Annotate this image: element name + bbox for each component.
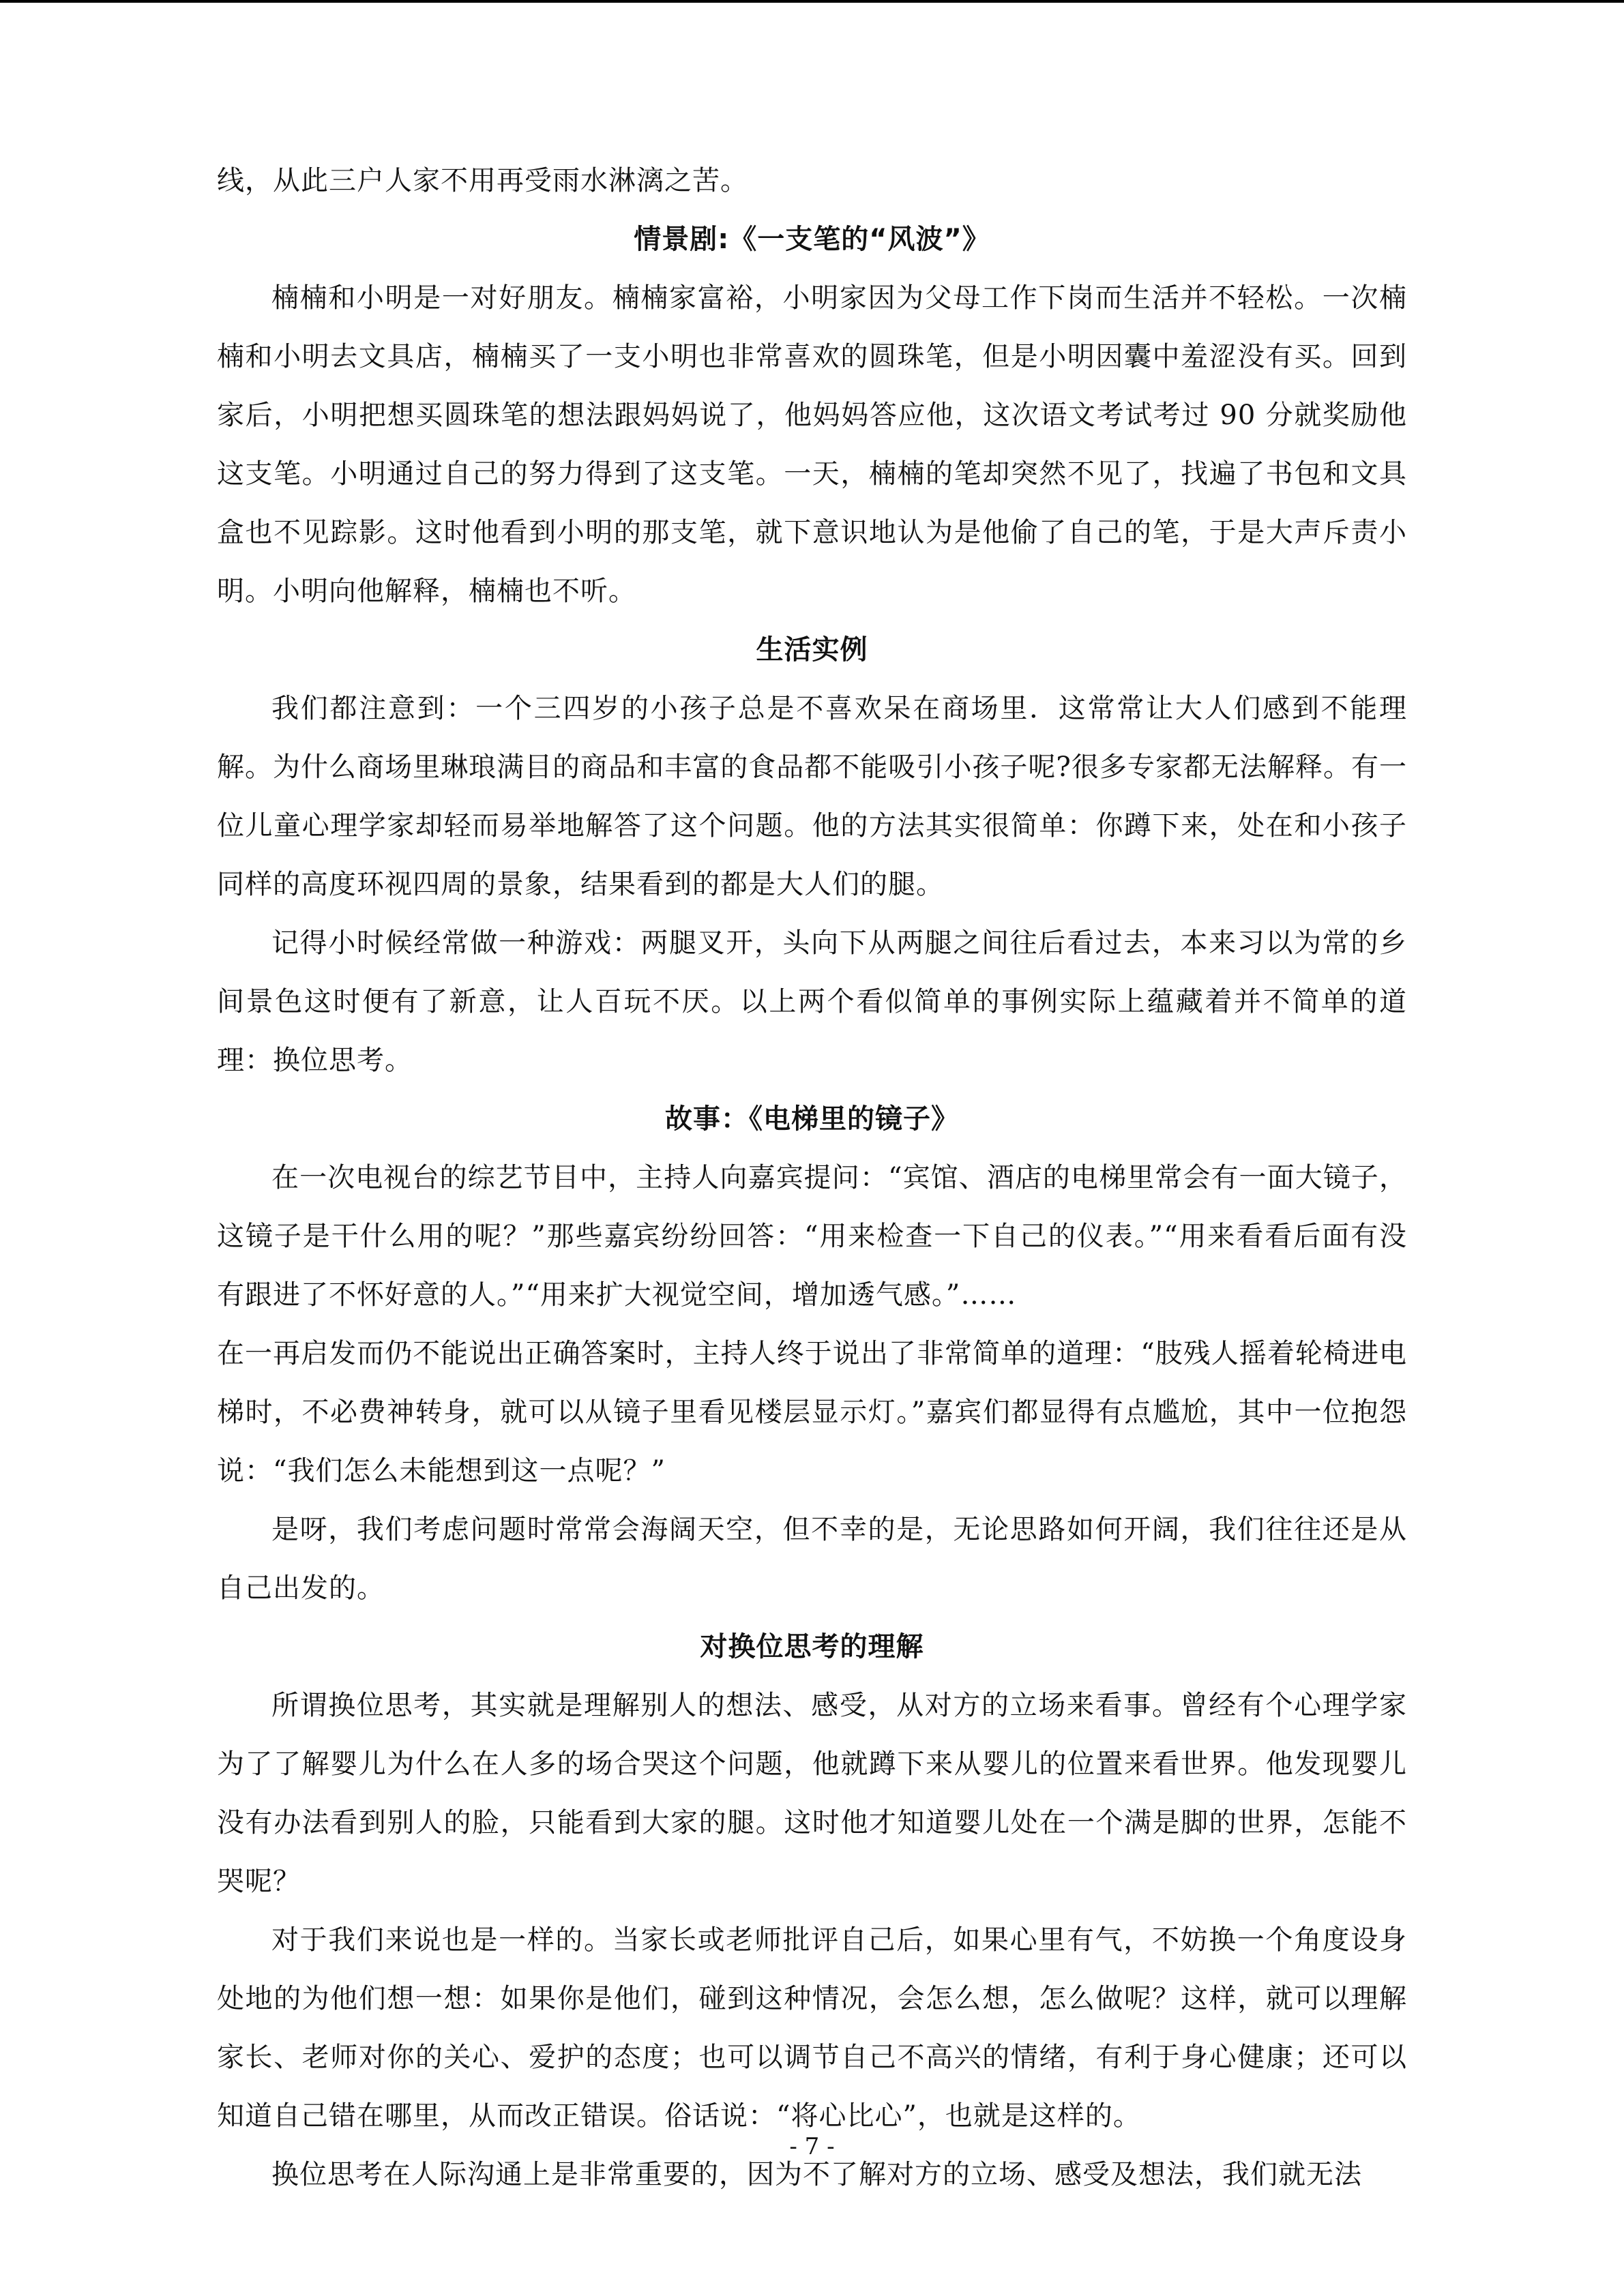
- paragraph-definition: 所谓换位思考，其实就是理解别人的想法、感受，从对方的立场来看事。曾经有个心理学家为了了解婴儿为什么在人多的场合哭这个问题，他就蹲下来从婴儿的位置来看世界。他发现婴儿没有办法看到别人的脸，只能看到大家的腿。这时他才知道婴儿处在一个满是脚的世界，怎能不哭呢？: [217, 1690, 1407, 1897]
- paragraph-think-from-self: 是呀，我们考虑问题时常常会海阔天空，但不幸的是，无论思路如何开阔，我们往往还是从自己出发的。: [217, 1514, 1407, 1604]
- page-number: - 7 -: [789, 2133, 835, 2160]
- section-heading-elevator-mirror: 故事：《电梯里的镜子》: [665, 1103, 959, 1135]
- paragraph-skit-story: 楠楠和小明是一对好朋友。楠楠家富裕，小明家因为父母工作下岗而生活并不轻松。一次楠楠和小明去文具店，楠楠买了一支小明也非常喜欢的圆珠笔，但是小明因囊中羞涩没有买。回到家后，小明把想买圆珠笔的想法跟妈妈说了，他妈妈答应他，这次语文考试考过 90 分就奖励他这支笔。小明通过自己的努力得到了这支笔。一天，楠楠的笔却突然不见了，找遍了书包和文具盒也不见踪影。这时他看到小明的那支笔，就下意识地认为是他偷了自己的笔，于是大声斥责小明。小明向他解释，楠楠也不听。: [217, 282, 1407, 607]
- paragraph-communication: 换位思考在人际沟通上是非常重要的，因为不了解对方的立场、感受及想法，我们就无法: [271, 2159, 1362, 2190]
- top-border-rule: [0, 0, 1624, 3]
- paragraph-childhood-game: 记得小时候经常做一种游戏：两腿叉开，头向下从两腿之间往后看过去，本来习以为常的乡间景色这时便有了新意，让人百玩不厌。以上两个看似简单的事例实际上蕴藏着并不简单的道理：换位思考。: [217, 927, 1407, 1076]
- section-heading-life-examples: 生活实例: [756, 634, 868, 666]
- paragraph-host-answer: 在一再启发而仍不能说出正确答案时，主持人终于说出了非常简单的道理：“肢残人摇着轮椅进电梯时，不必费神转身，就可以从镜子里看见楼层显示灯。”嘉宾们都显得有点尴尬，其中一位抱怨说：“我们怎么未能想到这一点呢？”: [217, 1338, 1407, 1487]
- paragraph-tv-show-question: 在一次电视台的综艺节目中，主持人向嘉宾提问：“宾馆、酒店的电梯里常会有一面大镜子，这镜子是干什么用的呢？”那些嘉宾纷纷回答：“用来检查一下自己的仪表。”“用来看看后面有没有跟进了不怀好意的人。”“用来扩大视觉空间，增加透气感。”……: [217, 1162, 1407, 1311]
- section-heading-understanding: 对换位思考的理解: [700, 1631, 924, 1663]
- paragraph-continued: 线，从此三户人家不用再受雨水淋漓之苦。: [217, 165, 748, 196]
- paragraph-for-us: 对于我们来说也是一样的。当家长或老师批评自己后，如果心里有气，不妨换一个角度设身处地的为他们想一想：如果你是他们，碰到这种情况，会怎么想，怎么做呢？这样，就可以理解家长、老师对你的关心、爱护的态度；也可以调节自己不高兴的情绪，有利于身心健康；还可以知道自己错在哪里，从而改正错误。俗话说：“将心比心”，也就是这样的。: [217, 1924, 1407, 2132]
- document-page: [217, 151, 1407, 2204]
- section-heading-skit: 情景剧:《一支笔的“风波”》: [634, 224, 990, 255]
- paragraph-child-in-mall: 我们都注意到：一个三四岁的小孩子总是不喜欢呆在商场里．这常常让大人们感到不能理解。为什么商场里琳琅满目的商品和丰富的食品都不能吸引小孩子呢?很多专家都无法解释。有一位儿童心理学家却轻而易举地解答了这个问题。他的方法其实很简单：你蹲下来，处在和小孩子同样的高度环视四周的景象，结果看到的都是大人们的腿。: [217, 693, 1407, 900]
